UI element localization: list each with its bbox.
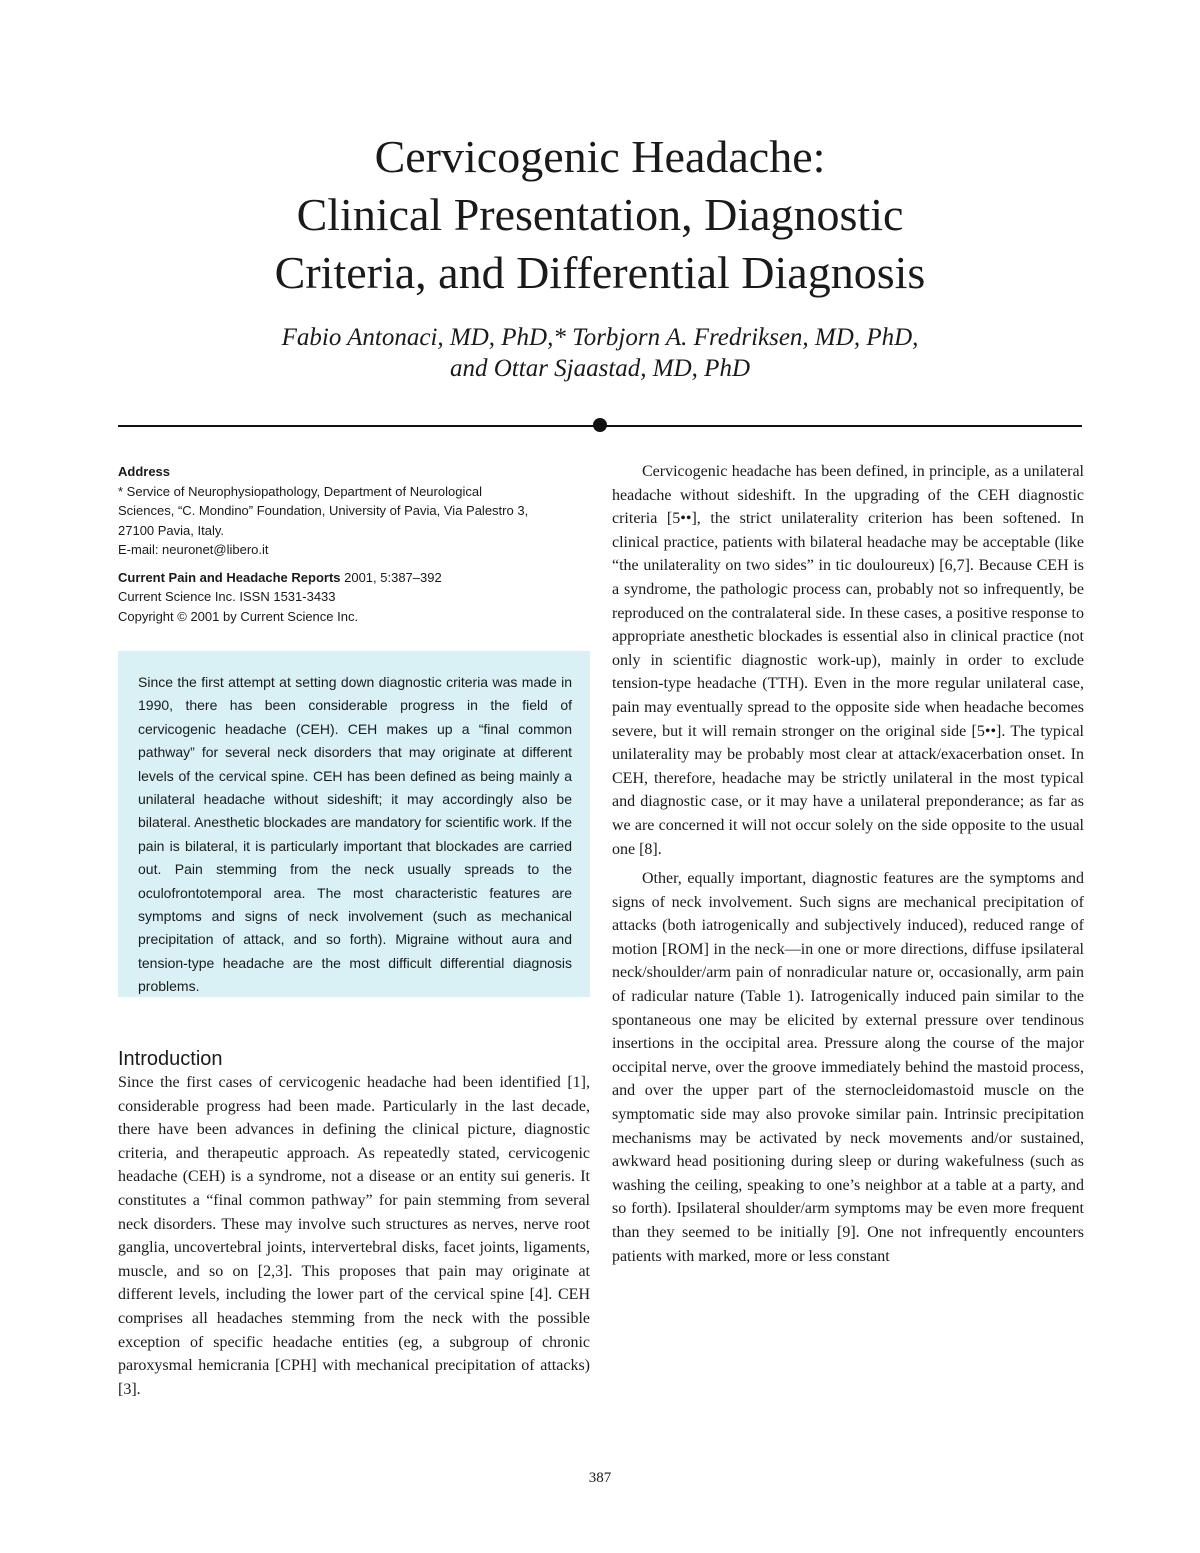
abstract-box (118, 651, 590, 997)
author-line-2: and Ottar Sjaastad, MD, PhD (450, 355, 750, 382)
page-number: 387 (588, 1470, 612, 1486)
journal-volume: 2001, 5:387–392 (340, 569, 442, 585)
title-line-3: Criteria, and Differential Diagnosis (274, 247, 926, 298)
email-line: E-mail: neuronet@libero.it (118, 542, 269, 557)
abstract-text: Since the first attempt at setting down diagnostic criteria was made in 1990, there has been considerable progress in the field of cervicogenic headache (CEH). CEH makes up a “final common pathway” for several neck disorders that may originate at different levels of the cervical spine. CEH has been defined as being mainly a unilateral headache without sideshift; it may accordingly also be bilateral. Anesthetic blockades are mandatory for scientific work. If the pain is bilateral, it is particularly important that blockades are carried out. Pain stemming from the neck usually spreads to the oculofrontotemporal area. The most characteristic features are symptoms and signs of neck involvement (such as mechanical precipitation of attack, and so forth). Migraine without aura and tension-type headache are the most difficult differential diagnosis problems. (138, 674, 572, 995)
journal-citation (118, 568, 590, 588)
title-line-1: Cervicogenic Headache: (374, 131, 826, 182)
section-heading-introduction: Introduction (118, 1048, 223, 1070)
address-line: * Service of Neurophysiopathology, Department of Neurological (118, 483, 482, 499)
address-line: Sciences, “C. Mondino” Foundation, University of Pavia, Via Palestro 3, (118, 503, 529, 518)
introduction-paragraph: Since the first cases of cervicogenic headache had been identified [1], considerable progress had been made. Particularly in the last decade, there have been advances in defining the clinical picture, diagnostic criteria, and therapeutic approach. As repeatedly stated, cervicogenic headache (CEH) is a syndrome, not a disease or an entity sui generis. It constitutes a “final common pathway” for pain stemming from several neck disorders. These may involve such structures as nerves, nerve root ganglia, uncovertebral joints, intervertebral disks, facet joints, ligaments, muscle, and so on [2,3]. This proposes that pain may originate at different levels, including the lower part of the cervical spine [4]. CEH comprises all headaches stemming from the neck with the possible exception of specific headache entities (eg, a subgroup of chronic paroxysmal hemicrania [CPH] with mechanical precipitation of attacks) [3]. (118, 1074, 590, 1398)
article-title (0, 128, 1200, 302)
author-list (0, 322, 1200, 384)
body-paragraph-1: Cervicogenic headache has been defined, in principle, as a unilateral headache without sideshift. In the upgrading of the CEH diagnostic criteria [5••], the strict unilaterality criterion has been softened. In clinical practice, patients with bilateral headache may be acceptable (like “the unilaterality on two sides” in tic douloureux) [6,7]. Because CEH is a syndrome, the pathologic process can, probably not so infrequently, be reproduced on the contralateral side. In these cases, a positive response to appropriate anesthetic blockades is essential also in clinical practice (not only in scientific diagnostic work-up), mainly in order to exclude tension-type headache (TTH). Even in the more regular unilateral case, pain may eventually spread to the opposite side when headache becomes severe, but it will remain stronger on the original side [5••]. The typical unilaterality may be probably most clear at attack/exacerbation onset. In CEH, therefore, headache may be strictly unilateral in the most typical and diagnostic case, or it may have a unilateral preponderance; as far as we are concerned it will not occur solely on the side opposite to the usual one [8]. (612, 463, 1084, 858)
journal-info (118, 568, 590, 627)
address-line: 27100 Pavia, Italy. (118, 522, 224, 538)
divider-ornament-icon (590, 415, 610, 435)
body-paragraph-2: Other, equally important, diagnostic features are the symptoms and signs of neck involvement. Such signs are mechanical precipitation of attacks (both iatrogenically and subjectively induced), reduced range of motion [ROM] in the neck—in one or more directions, diffuse ipsilateral neck/shoulder/arm pain of nonradicular nature or, occasionally, arm pain of radicular nature (Table 1). Iatrogenically induced pain similar to the spontaneous one may be elicited by external pressure over tendinous insertions in the occipital area. Pressure along the course of the major occipital nerve, over the groove immediately behind the mastoid process, and over the upper part of the sternocleidomastoid muscle on the symptomatic side may also provoke similar pain. Intrinsic precipitation mechanisms may be activated by neck movements and/or sustained, awkward head positioning during sleep or during wakefulness (such as washing the ceiling, speaking to one’s neighbor at a table at a party, and so forth). Ipsilateral shoulder/arm symptoms may be even more frequent than they seemed to be initially [9]. One not infrequently encounters patients with marked, more or less constant (612, 870, 1084, 1265)
author-line-1: Fabio Antonaci, MD, PhD,* Torbjorn A. Fredriksen, MD, PhD, (281, 324, 919, 351)
title-line-2: Clinical Presentation, Diagnostic (296, 189, 904, 240)
right-column (612, 460, 1084, 1268)
journal-name: Current Pain and Headache Reports (118, 569, 341, 585)
address-heading: Address (118, 464, 171, 479)
publisher-line: Current Science Inc. ISSN 1531-3433 (118, 589, 336, 604)
copyright-line: Copyright © 2001 by Current Science Inc. (118, 608, 359, 624)
left-column (118, 462, 590, 1401)
address-block (118, 462, 590, 560)
